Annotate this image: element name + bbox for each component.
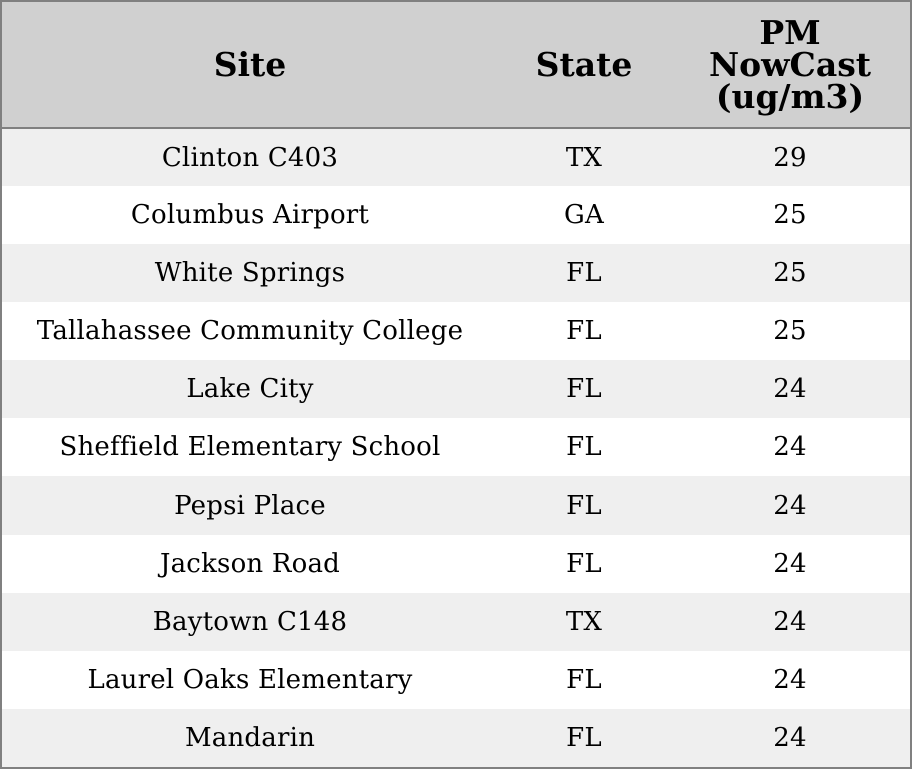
header-site xyxy=(2,2,498,128)
data-table xyxy=(2,2,910,767)
table-row xyxy=(2,476,910,534)
table-row xyxy=(2,360,910,418)
state-cell: FL xyxy=(566,258,602,289)
pm-value-cell: 25 xyxy=(773,316,807,347)
site-cell: Laurel Oaks Elementary xyxy=(87,664,413,695)
state-cell: FL xyxy=(566,722,602,753)
pm-value-cell: 24 xyxy=(773,664,807,695)
pm-value-cell: 24 xyxy=(773,374,807,405)
site-cell: Columbus Airport xyxy=(130,200,370,231)
pm-value-cell: 25 xyxy=(773,200,807,231)
header-pm-line-1: PM xyxy=(759,12,821,52)
table-body xyxy=(2,128,910,767)
site-cell: Mandarin xyxy=(184,722,316,753)
state-cell: FL xyxy=(566,664,602,695)
pm-value-cell: 24 xyxy=(773,548,807,579)
pm-value-cell: 25 xyxy=(773,258,807,289)
table-row xyxy=(2,186,910,244)
state-cell: FL xyxy=(566,374,602,405)
table-row xyxy=(2,593,910,651)
pm-value-cell: 29 xyxy=(773,142,807,173)
state-cell: FL xyxy=(566,316,602,347)
site-cell: Lake City xyxy=(186,374,314,405)
header-site-label: Site xyxy=(213,44,287,84)
site-cell: Tallahassee Community College xyxy=(36,316,464,347)
table-row xyxy=(2,128,910,186)
table-header xyxy=(2,2,910,128)
state-cell: FL xyxy=(566,548,602,579)
table-row xyxy=(2,244,910,302)
state-cell: FL xyxy=(566,490,602,521)
table-row xyxy=(2,651,910,709)
table-row xyxy=(2,535,910,593)
header-state xyxy=(498,2,670,128)
table-row xyxy=(2,709,910,767)
site-cell: Baytown C148 xyxy=(152,606,348,637)
header-state-label: State xyxy=(535,44,633,84)
site-cell: White Springs xyxy=(154,258,346,289)
site-cell: Clinton C403 xyxy=(161,142,339,173)
table-row xyxy=(2,418,910,476)
header-pm-line-2: NowCast xyxy=(708,44,872,84)
site-cell: Sheffield Elementary School xyxy=(59,432,441,463)
table-row xyxy=(2,302,910,360)
header-pm-line-3: (ug/m3) xyxy=(715,76,865,116)
state-cell: FL xyxy=(566,432,602,463)
pm-value-cell: 24 xyxy=(773,490,807,521)
state-cell: GA xyxy=(564,200,604,231)
pm-value-cell: 24 xyxy=(773,722,807,753)
state-cell: TX xyxy=(565,142,603,173)
site-cell: Jackson Road xyxy=(159,548,341,579)
pm-value-cell: 24 xyxy=(773,606,807,637)
header-row xyxy=(2,2,910,128)
state-cell: TX xyxy=(565,606,603,637)
pm-value-cell: 24 xyxy=(773,432,807,463)
site-cell: Pepsi Place xyxy=(174,490,326,521)
header-pm-nowcast xyxy=(670,2,910,128)
